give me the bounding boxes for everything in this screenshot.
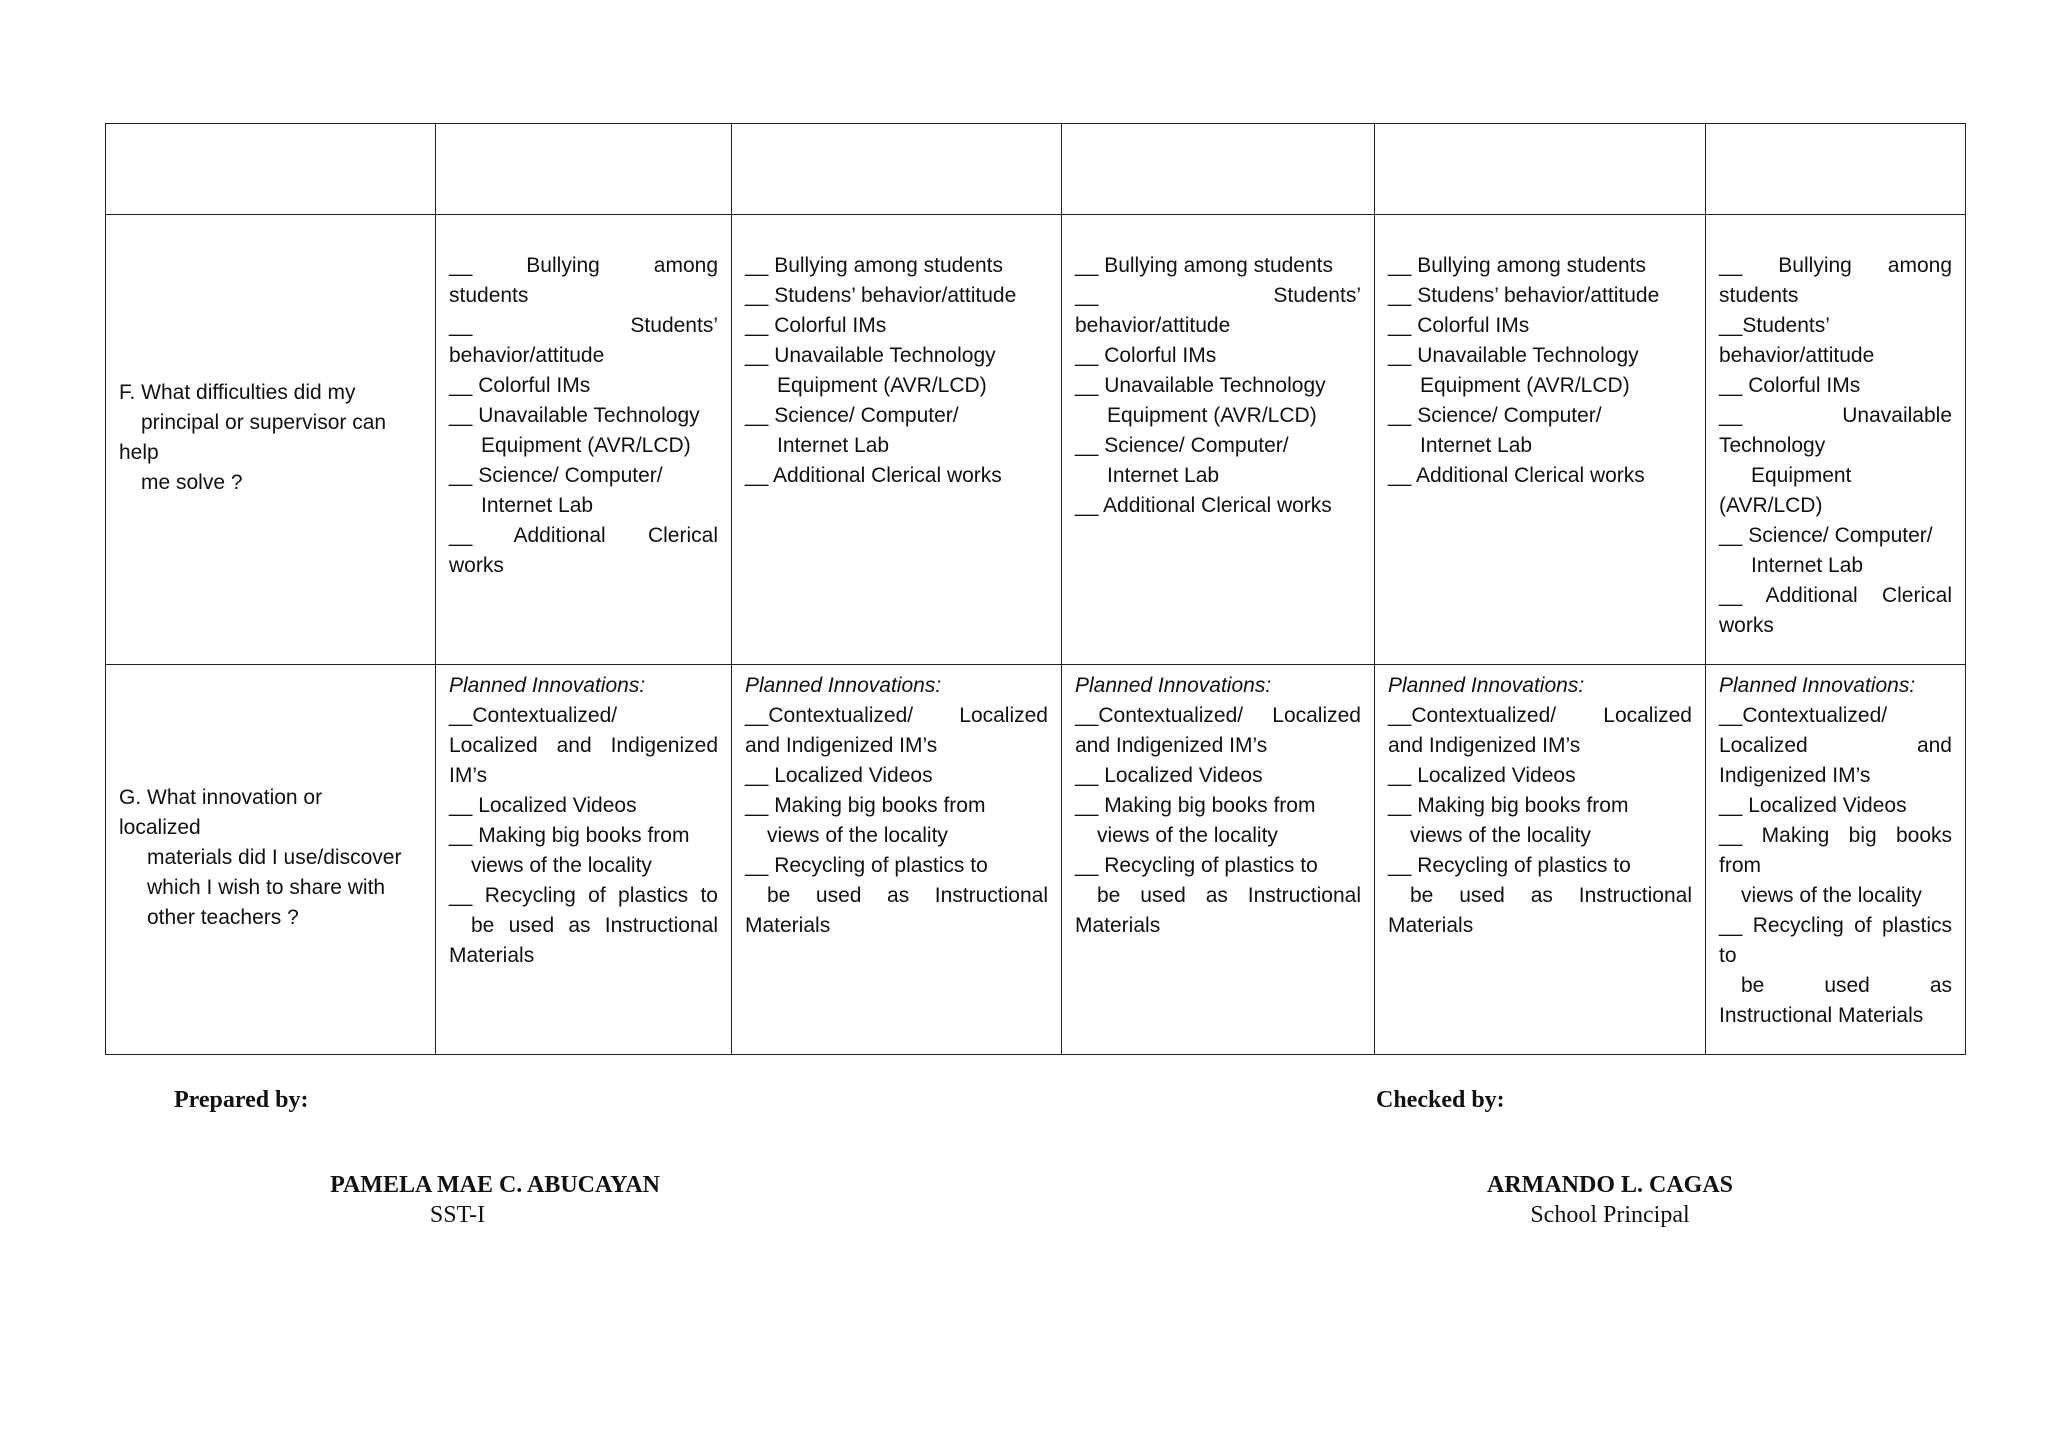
cell-line: views of the locality xyxy=(471,854,652,877)
cell-line: views of the locality xyxy=(1741,884,1922,907)
cell-line: __ Recycling of plastics to xyxy=(745,854,988,877)
cell-line: __ Recycling of plastics to xyxy=(1075,854,1318,877)
cell-line: be used as Instructional xyxy=(1410,884,1692,907)
cell-line: materials did I use/discover xyxy=(147,845,402,869)
cell-line: __ Unavailable Technology xyxy=(1075,374,1326,397)
cell-line: which I wish to share with xyxy=(147,875,386,899)
cell-line: __ Additional Clerical xyxy=(449,524,718,547)
cell-line: works xyxy=(1719,614,1774,637)
cell-line: __ Making big books from xyxy=(1075,794,1316,817)
cell-line: __ Making big books from xyxy=(745,794,986,817)
cell-line: __ Additional Clerical works xyxy=(1388,464,1645,487)
answer-cell-g-2 xyxy=(732,665,1062,1055)
cell-line: __ Colorful IMs xyxy=(1719,374,1861,397)
cell-line: G. What innovation or xyxy=(119,785,323,809)
answer-cell-e-3 xyxy=(1062,124,1375,215)
cell-line: Equipment (AVR/LCD) xyxy=(1107,404,1317,427)
cell-line: Indigenized IM’s xyxy=(1719,764,1871,787)
answer-cell-f-4 xyxy=(1375,215,1706,665)
cell-line: Equipment (AVR/LCD) xyxy=(777,374,987,397)
cell-line: Equipment xyxy=(1751,464,1852,487)
cell-line: be used as xyxy=(1741,974,1952,997)
cell-line: Localized and Indigenized xyxy=(449,734,718,757)
cell-line: __ Localized Videos xyxy=(1719,794,1907,817)
cell-line: __ Science/ Computer/ xyxy=(1719,524,1933,547)
cell-line: and Indigenized IM’s xyxy=(1388,734,1581,757)
cell-line: localized xyxy=(119,815,201,839)
cell-line: __ Colorful IMs xyxy=(449,374,591,397)
cell-line: Instructional Materials xyxy=(1719,1004,1924,1027)
answer-cell-f-3 xyxy=(1062,215,1375,665)
answer-cell-f-2 xyxy=(732,215,1062,665)
answer-cell-e-4 xyxy=(1375,124,1706,215)
cell-line: __ Recycling of plastics to xyxy=(449,884,718,907)
cell-line: Materials xyxy=(449,944,535,967)
cell-line: Planned Innovations: xyxy=(449,674,646,697)
answer-cell-f-1 xyxy=(436,215,732,665)
cell-line: __ Students’ xyxy=(1075,284,1361,307)
cell-line: __ Localized Videos xyxy=(745,764,933,787)
cell-line: __ Bullying among students xyxy=(745,254,1003,277)
cell-line: help xyxy=(119,440,159,464)
cell-line: __ Unavailable xyxy=(1719,404,1952,427)
cell-line: __ Students’ xyxy=(449,314,718,337)
cell-line: other teachers ? xyxy=(147,905,299,929)
cell-line: Planned Innovations: xyxy=(1719,674,1916,697)
answer-cell-f-5 xyxy=(1706,215,1966,665)
prepared-by-name: PAMELA MAE C. ABUCAYAN xyxy=(330,1172,660,1198)
cell-line: Internet Lab xyxy=(481,494,594,517)
cell-line: be used as Instructional xyxy=(1097,884,1361,907)
cell-line: __ Unavailable Technology xyxy=(449,404,700,427)
cell-line: behavior/attitude xyxy=(1719,344,1875,367)
cell-line: IM’s xyxy=(449,764,488,787)
cell-line: __ Science/ Computer/ xyxy=(1075,434,1289,457)
cell-line: __ Additional Clerical xyxy=(1719,584,1952,607)
question-cell-g xyxy=(106,665,436,1055)
table-row-f xyxy=(106,215,1966,665)
cell-line: Planned Innovations: xyxy=(1388,674,1585,697)
cell-line: __ Localized Videos xyxy=(1075,764,1263,787)
cell-line: Internet Lab xyxy=(777,434,890,457)
cell-line: Equipment (AVR/LCD) xyxy=(481,434,691,457)
cell-line: students xyxy=(1719,284,1799,307)
cell-line: Planned Innovations: xyxy=(745,674,942,697)
cell-line: __ Colorful IMs xyxy=(745,314,887,337)
cell-line: students xyxy=(449,284,529,307)
cell-line: __ Studens’ behavior/attitude xyxy=(745,284,1017,307)
cell-line: __ Colorful IMs xyxy=(1075,344,1217,367)
cell-line: principal or supervisor can xyxy=(141,410,387,434)
cell-line: __ Additional Clerical works xyxy=(1075,494,1332,517)
cell-line: __ Science/ Computer/ xyxy=(745,404,959,427)
answer-cell-e-2 xyxy=(732,124,1062,215)
cell-line: __ Studens’ behavior/attitude xyxy=(1388,284,1660,307)
answer-cell-g-5 xyxy=(1706,665,1966,1055)
table-row-g xyxy=(106,665,1966,1055)
cell-line: Internet Lab xyxy=(1107,464,1220,487)
cell-line: me solve ? xyxy=(141,470,243,494)
cell-line: behavior/attitude xyxy=(1075,314,1231,337)
cell-line: from xyxy=(1719,854,1761,877)
cell-line: __ Making big books xyxy=(1719,824,1952,847)
cell-line: Internet Lab xyxy=(1420,434,1533,457)
cell-line: __Contextualized/ xyxy=(1719,704,1888,727)
cell-line: __Contextualized/ Localized xyxy=(1388,704,1692,727)
checked-by-block xyxy=(1440,1170,1780,1230)
prepared-by-block xyxy=(300,1170,690,1230)
question-cell-f xyxy=(106,215,436,665)
cell-line: __ Unavailable Technology xyxy=(1388,344,1639,367)
cell-line: __ Localized Videos xyxy=(1388,764,1576,787)
cell-line: Technology xyxy=(1719,434,1826,457)
cell-line: __ Bullying among students xyxy=(1388,254,1646,277)
answer-cell-g-4 xyxy=(1375,665,1706,1055)
cell-line: Planned Innovations: xyxy=(1075,674,1272,697)
cell-line: __ Making big books from xyxy=(1388,794,1629,817)
prepared-by-label: Prepared by: xyxy=(174,1087,309,1113)
cell-line: Materials xyxy=(1388,914,1474,937)
cell-line: __Contextualized/ Localized xyxy=(1075,704,1361,727)
cell-line: views of the locality xyxy=(1410,824,1591,847)
cell-line: __ Bullying among students xyxy=(1075,254,1333,277)
cell-line: __ Colorful IMs xyxy=(1388,314,1530,337)
cell-line: Equipment (AVR/LCD) xyxy=(1420,374,1630,397)
answer-cell-e-1 xyxy=(436,124,732,215)
cell-line: __ Making big books from xyxy=(449,824,690,847)
cell-line: __ Bullying among xyxy=(449,254,718,277)
cell-line: (AVR/LCD) xyxy=(1719,494,1823,517)
cell-line: __ Bullying among xyxy=(1719,254,1952,277)
cell-line: to xyxy=(1719,944,1737,967)
table-row-e-continued xyxy=(106,124,1966,215)
reflection-table xyxy=(105,123,1966,1055)
cell-line: Materials xyxy=(1075,914,1161,937)
cell-line: Materials xyxy=(745,914,831,937)
cell-line: views of the locality xyxy=(1097,824,1278,847)
answer-cell-g-3 xyxy=(1062,665,1375,1055)
checked-by-name: ARMANDO L. CAGAS xyxy=(1487,1172,1733,1198)
cell-line: be used as Instructional xyxy=(767,884,1048,907)
cell-line: __ Recycling of plastics xyxy=(1719,914,1952,937)
answer-cell-g-1 xyxy=(436,665,732,1055)
cell-line: __Contextualized/ xyxy=(449,704,618,727)
cell-line: views of the locality xyxy=(767,824,948,847)
cell-line: __ Localized Videos xyxy=(449,794,637,817)
checked-by-label: Checked by: xyxy=(1376,1087,1505,1113)
prepared-by-title: SST-I xyxy=(429,1202,486,1228)
cell-line: __ Additional Clerical works xyxy=(745,464,1002,487)
cell-line: Localized and xyxy=(1719,734,1952,757)
cell-line: behavior/attitude xyxy=(449,344,605,367)
cell-line: F. What difficulties did my xyxy=(119,380,356,404)
checked-by-title: School Principal xyxy=(1530,1202,1690,1228)
cell-line: __ Unavailable Technology xyxy=(745,344,996,367)
cell-line: __ Science/ Computer/ xyxy=(1388,404,1602,427)
cell-line: be used as Instructional xyxy=(471,914,718,937)
question-cell-e xyxy=(106,124,436,215)
cell-line: __ Science/ Computer/ xyxy=(449,464,663,487)
cell-line: __Contextualized/ Localized xyxy=(745,704,1048,727)
cell-line: Internet Lab xyxy=(1751,554,1864,577)
cell-line: __Students’ xyxy=(1719,314,1830,337)
cell-line: and Indigenized IM’s xyxy=(1075,734,1268,757)
cell-line: __ Recycling of plastics to xyxy=(1388,854,1631,877)
cell-line: works xyxy=(449,554,504,577)
cell-line: and Indigenized IM’s xyxy=(745,734,938,757)
answer-cell-e-5 xyxy=(1706,124,1966,215)
